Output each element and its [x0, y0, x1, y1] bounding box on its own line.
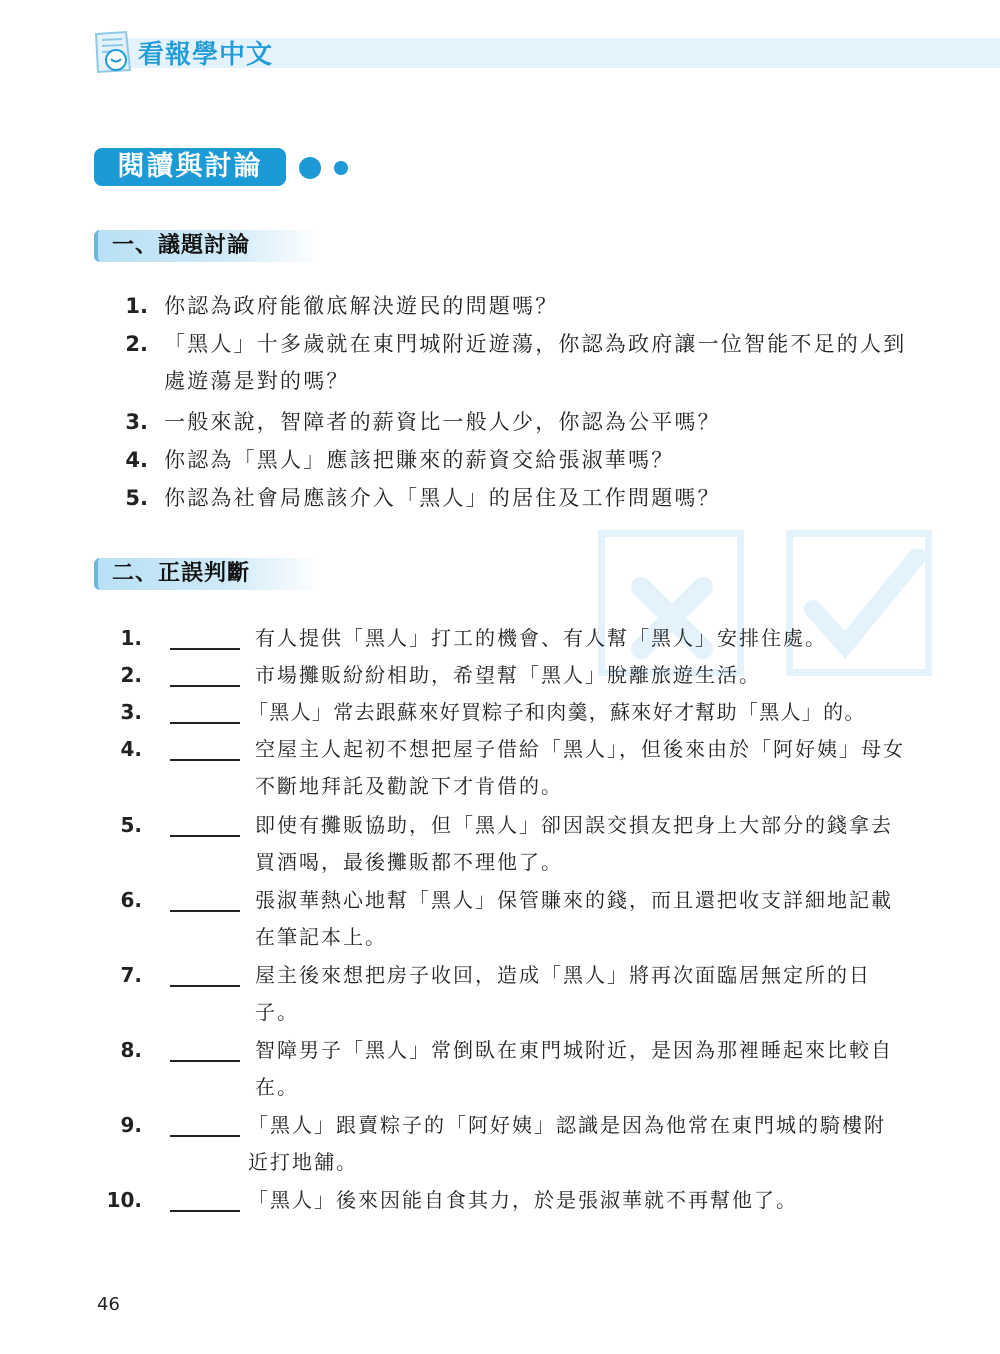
item-text: 空屋主人起初不想把屋子借給「黑人」，但後來由於「阿好姨」母女不斷地拜託及勸說下才肯借的。: [255, 737, 905, 798]
item-text: 市場攤販紛紛相助，希望幫「黑人」脫離旅遊生活。: [255, 663, 761, 687]
item-text: 你認為「黑人」應該把賺來的薪資交給張淑華嗎？: [164, 448, 675, 472]
true-false-heading: 二、正誤判斷: [94, 558, 322, 590]
item-number: 2.: [120, 663, 142, 687]
item-number: 10.: [106, 1188, 142, 1212]
answer-blank[interactable]: [170, 910, 240, 912]
section-title: 閱讀與討論: [94, 148, 286, 186]
answer-blank[interactable]: [170, 1210, 240, 1212]
item-text: 「黑人」跟賣粽子的「阿好姨」認識是因為他常在東門城的騎樓附近打地舖。: [248, 1113, 886, 1174]
answer-blank[interactable]: [170, 1135, 240, 1137]
item-text: 「黑人」後來因能自食其力，於是張淑華就不再幫他了。: [248, 1188, 798, 1212]
item-number: 2.: [125, 332, 148, 356]
item-number: 5.: [125, 486, 148, 510]
item-number: 4.: [120, 737, 142, 761]
answer-blank[interactable]: [170, 648, 240, 650]
item-text: 屋主後來想把房子收回，造成「黑人」將再次面臨居無定所的日子。: [255, 963, 871, 1024]
item-number: 7.: [120, 963, 142, 987]
item-number: 6.: [120, 888, 142, 912]
answer-blank[interactable]: [170, 759, 240, 761]
item-number: 3.: [120, 700, 142, 724]
item-text: 「黑人」十多歲就在東門城附近遊蕩，你認為政府讓一位智能不足的人到處遊蕩是對的嗎？: [164, 332, 907, 393]
item-text: 一般來說，智障者的薪資比一般人少，你認為公平嗎？: [164, 410, 721, 434]
answer-blank[interactable]: [170, 685, 240, 687]
item-number: 8.: [120, 1038, 142, 1062]
item-text: 即使有攤販協助，但「黑人」卻因誤交損友把身上大部分的錢拿去買酒喝，最後攤販都不理他了。: [255, 813, 893, 874]
answer-blank[interactable]: [170, 1060, 240, 1062]
item-number: 3.: [125, 410, 148, 434]
item-text: 有人提供「黑人」打工的機會、有人幫「黑人」安排住處。: [255, 626, 827, 650]
answer-blank[interactable]: [170, 985, 240, 987]
newspaper-logo-icon: [86, 26, 138, 78]
decorative-dot-large: [299, 157, 321, 179]
answer-blank[interactable]: [170, 722, 240, 724]
item-number: 4.: [125, 448, 148, 472]
item-number: 5.: [120, 813, 142, 837]
brand-title: 看報學中文: [138, 40, 274, 70]
page-number: 46: [97, 1294, 120, 1315]
item-number: 9.: [120, 1113, 142, 1137]
item-text: 張淑華熱心地幫「黑人」保管賺來的錢，而且還把收支詳細地記載在筆記本上。: [255, 888, 893, 949]
item-number: 1.: [120, 626, 142, 650]
discussion-heading: 一、議題討論: [94, 230, 322, 262]
item-text: 「黑人」常去跟蘇來好買粽子和肉羹，蘇來好才幫助「黑人」的。: [248, 700, 866, 724]
decorative-dot-small: [334, 161, 348, 175]
answer-blank[interactable]: [170, 835, 240, 837]
item-text: 你認為政府能徹底解決遊民的問題嗎？: [164, 294, 559, 318]
item-text: 你認為社會局應該介入「黑人」的居住及工作問題嗎？: [164, 486, 721, 510]
item-number: 1.: [125, 294, 148, 318]
item-text: 智障男子「黑人」常倒臥在東門城附近，是因為那裡睡起來比較自在。: [255, 1038, 893, 1099]
